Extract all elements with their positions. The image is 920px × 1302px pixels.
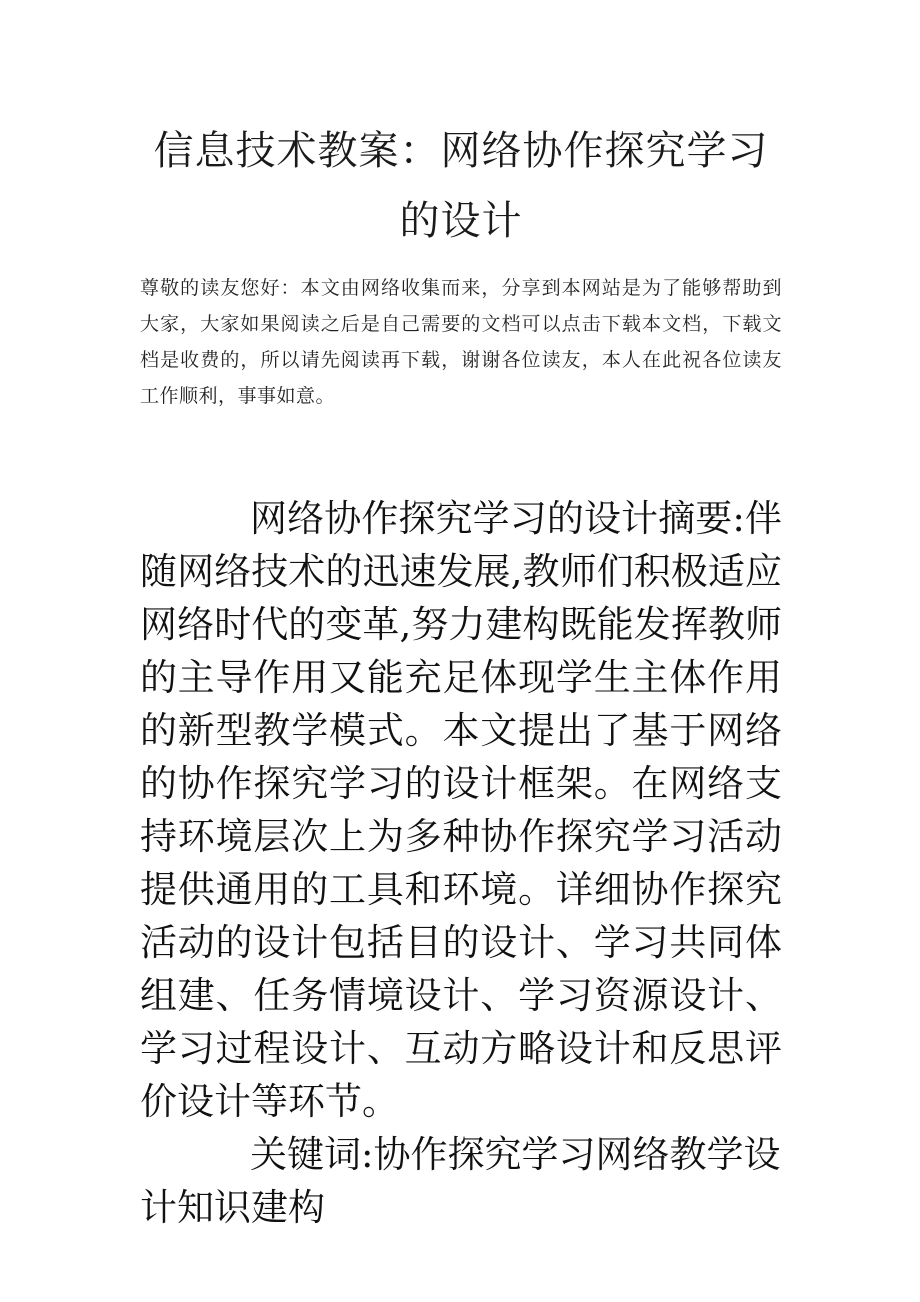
keywords-paragraph: 关键词:协作探究学习网络教学设计知识建构 — [140, 1133, 781, 1229]
document-title: 信息技术教案：网络协作探究学习的设计 — [153, 128, 769, 244]
reader-notice: 尊敬的读友您好：本文由网络收集而来，分享到本网站是为了能够帮助到大家，大家如果阅读之后是自己需要的文档可以点击下载本文档，下载文档是收费的，所以请先阅读再下载，谢谢各位读友，本人在此祝各位读友工作顺利，事事如意。 — [140, 277, 782, 407]
abstract-paragraph: 网络协作探究学习的设计摘要:伴随网络技术的迅速发展,教师们积极适应网络时代的变革,努力建构既能发挥教师的主导作用又能充足体现学生主体作用的新型教学模式。本文提出了基于网络的协作探究学习的设计框架。在网络支持环境层次上为多种协作探究学习活动提供通用的工具和环境。详细协作探究活动的设计包括目的设计、学习共同体组建、任务情境设计、学习资源设计、学习过程设计、互动方略设计和反思评价设计等环节。 — [140, 497, 782, 1123]
document-page — [140, 0, 782, 1234]
